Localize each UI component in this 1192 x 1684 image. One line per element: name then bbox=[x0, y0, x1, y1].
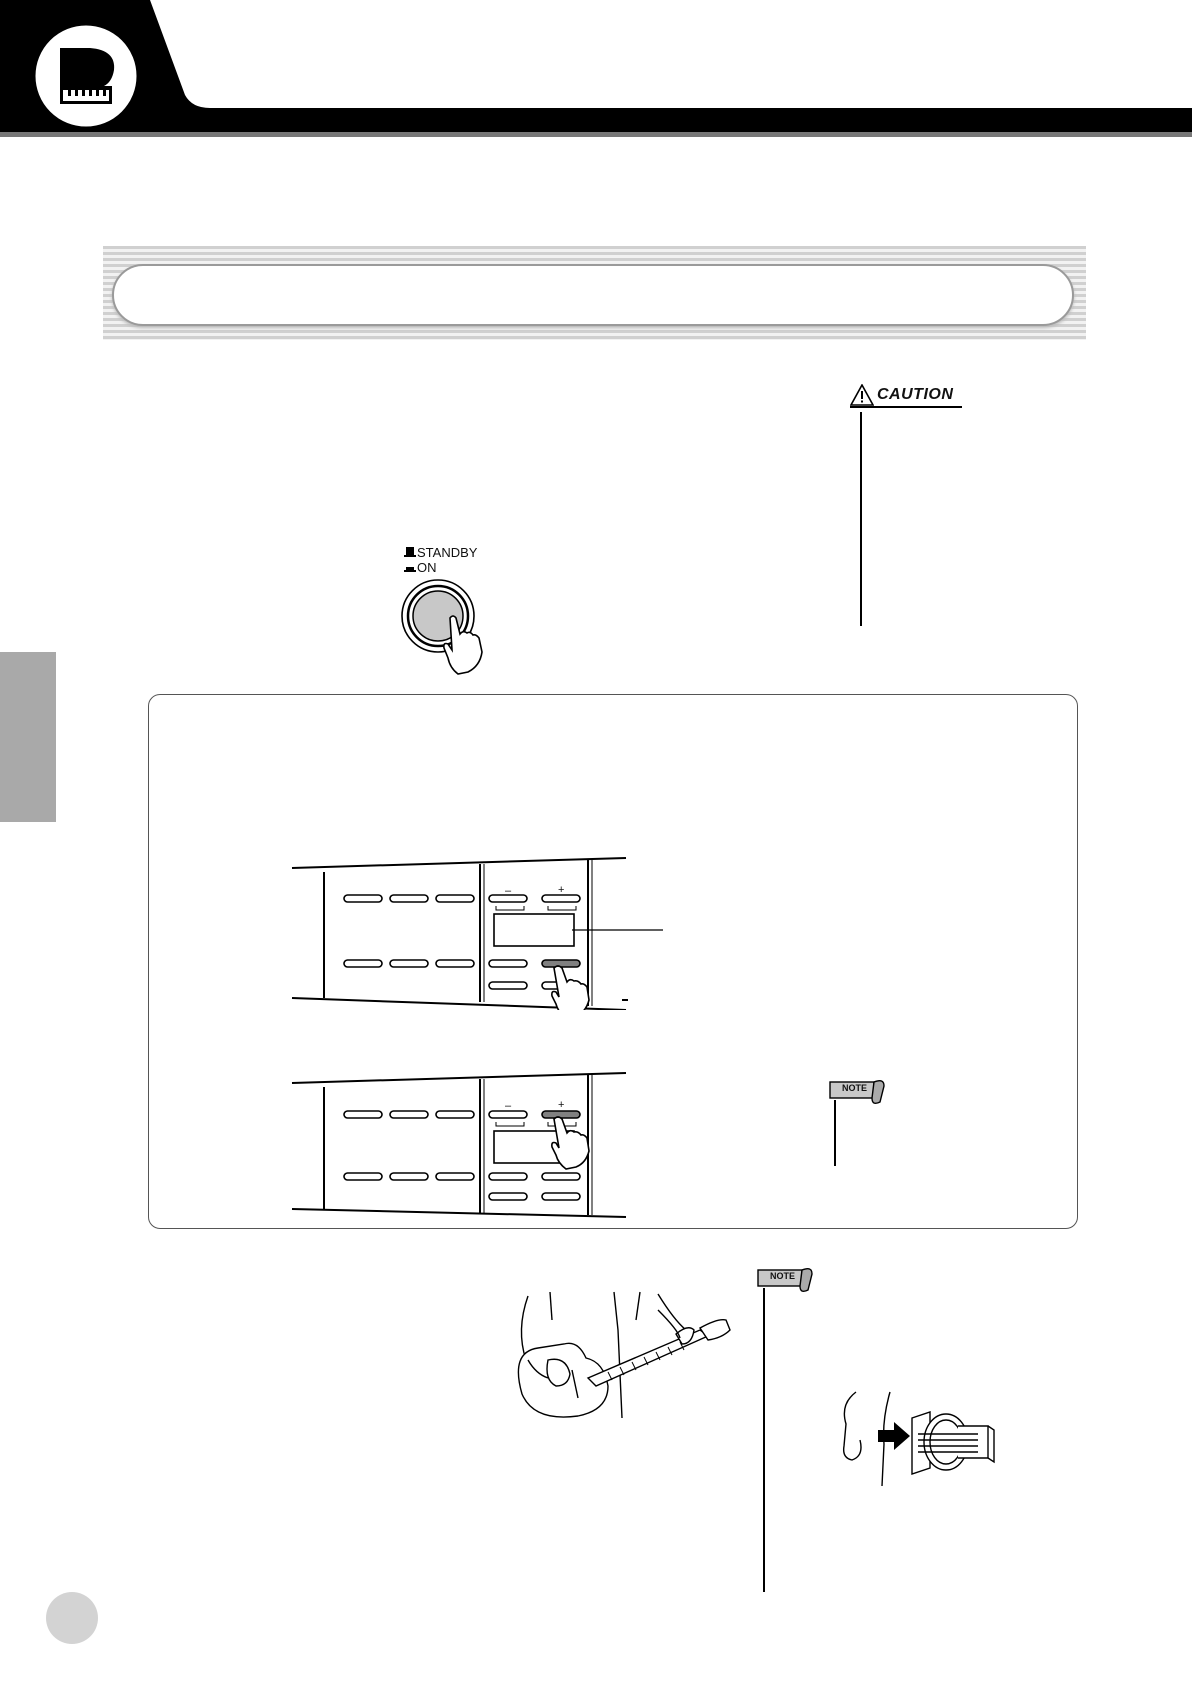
on-label: ON bbox=[417, 560, 437, 575]
note-label-2: NOTE bbox=[770, 1271, 796, 1281]
standby-on-switch[interactable] bbox=[400, 578, 495, 676]
chapter-side-tab bbox=[0, 652, 56, 822]
caution-underline bbox=[850, 406, 962, 408]
note-rule-2 bbox=[763, 1288, 765, 1592]
standby-label: STANDBY bbox=[417, 545, 478, 560]
control-panel-diagram-1 bbox=[286, 850, 706, 1010]
caution-rule bbox=[860, 412, 862, 626]
arrow-right-icon bbox=[878, 1422, 910, 1450]
caution-label: CAUTION bbox=[877, 386, 954, 403]
plus-label-2: + bbox=[558, 1099, 565, 1111]
header-bar bbox=[0, 0, 1192, 140]
pick-insert-illustration bbox=[838, 1390, 998, 1490]
grand-piano-icon bbox=[30, 20, 142, 132]
highlighted-button-2 bbox=[542, 1111, 580, 1118]
header-icon-badge bbox=[30, 20, 142, 132]
plus-label-1: + bbox=[558, 884, 565, 896]
guitar-player-illustration bbox=[508, 1290, 738, 1425]
warning-triangle-icon bbox=[850, 384, 874, 406]
minus-label-1: – bbox=[505, 885, 512, 897]
note-rule-1 bbox=[834, 1100, 836, 1166]
section-title-pill bbox=[112, 264, 1074, 326]
note-label-1: NOTE bbox=[842, 1083, 868, 1093]
standby-symbol-icon bbox=[404, 545, 416, 575]
minus-label-2: – bbox=[505, 1100, 512, 1112]
page-number-badge bbox=[46, 1592, 98, 1644]
pointing-hand-icon bbox=[552, 966, 589, 1010]
highlighted-button-1 bbox=[542, 960, 580, 967]
control-panel-diagram-2 bbox=[286, 1065, 706, 1225]
